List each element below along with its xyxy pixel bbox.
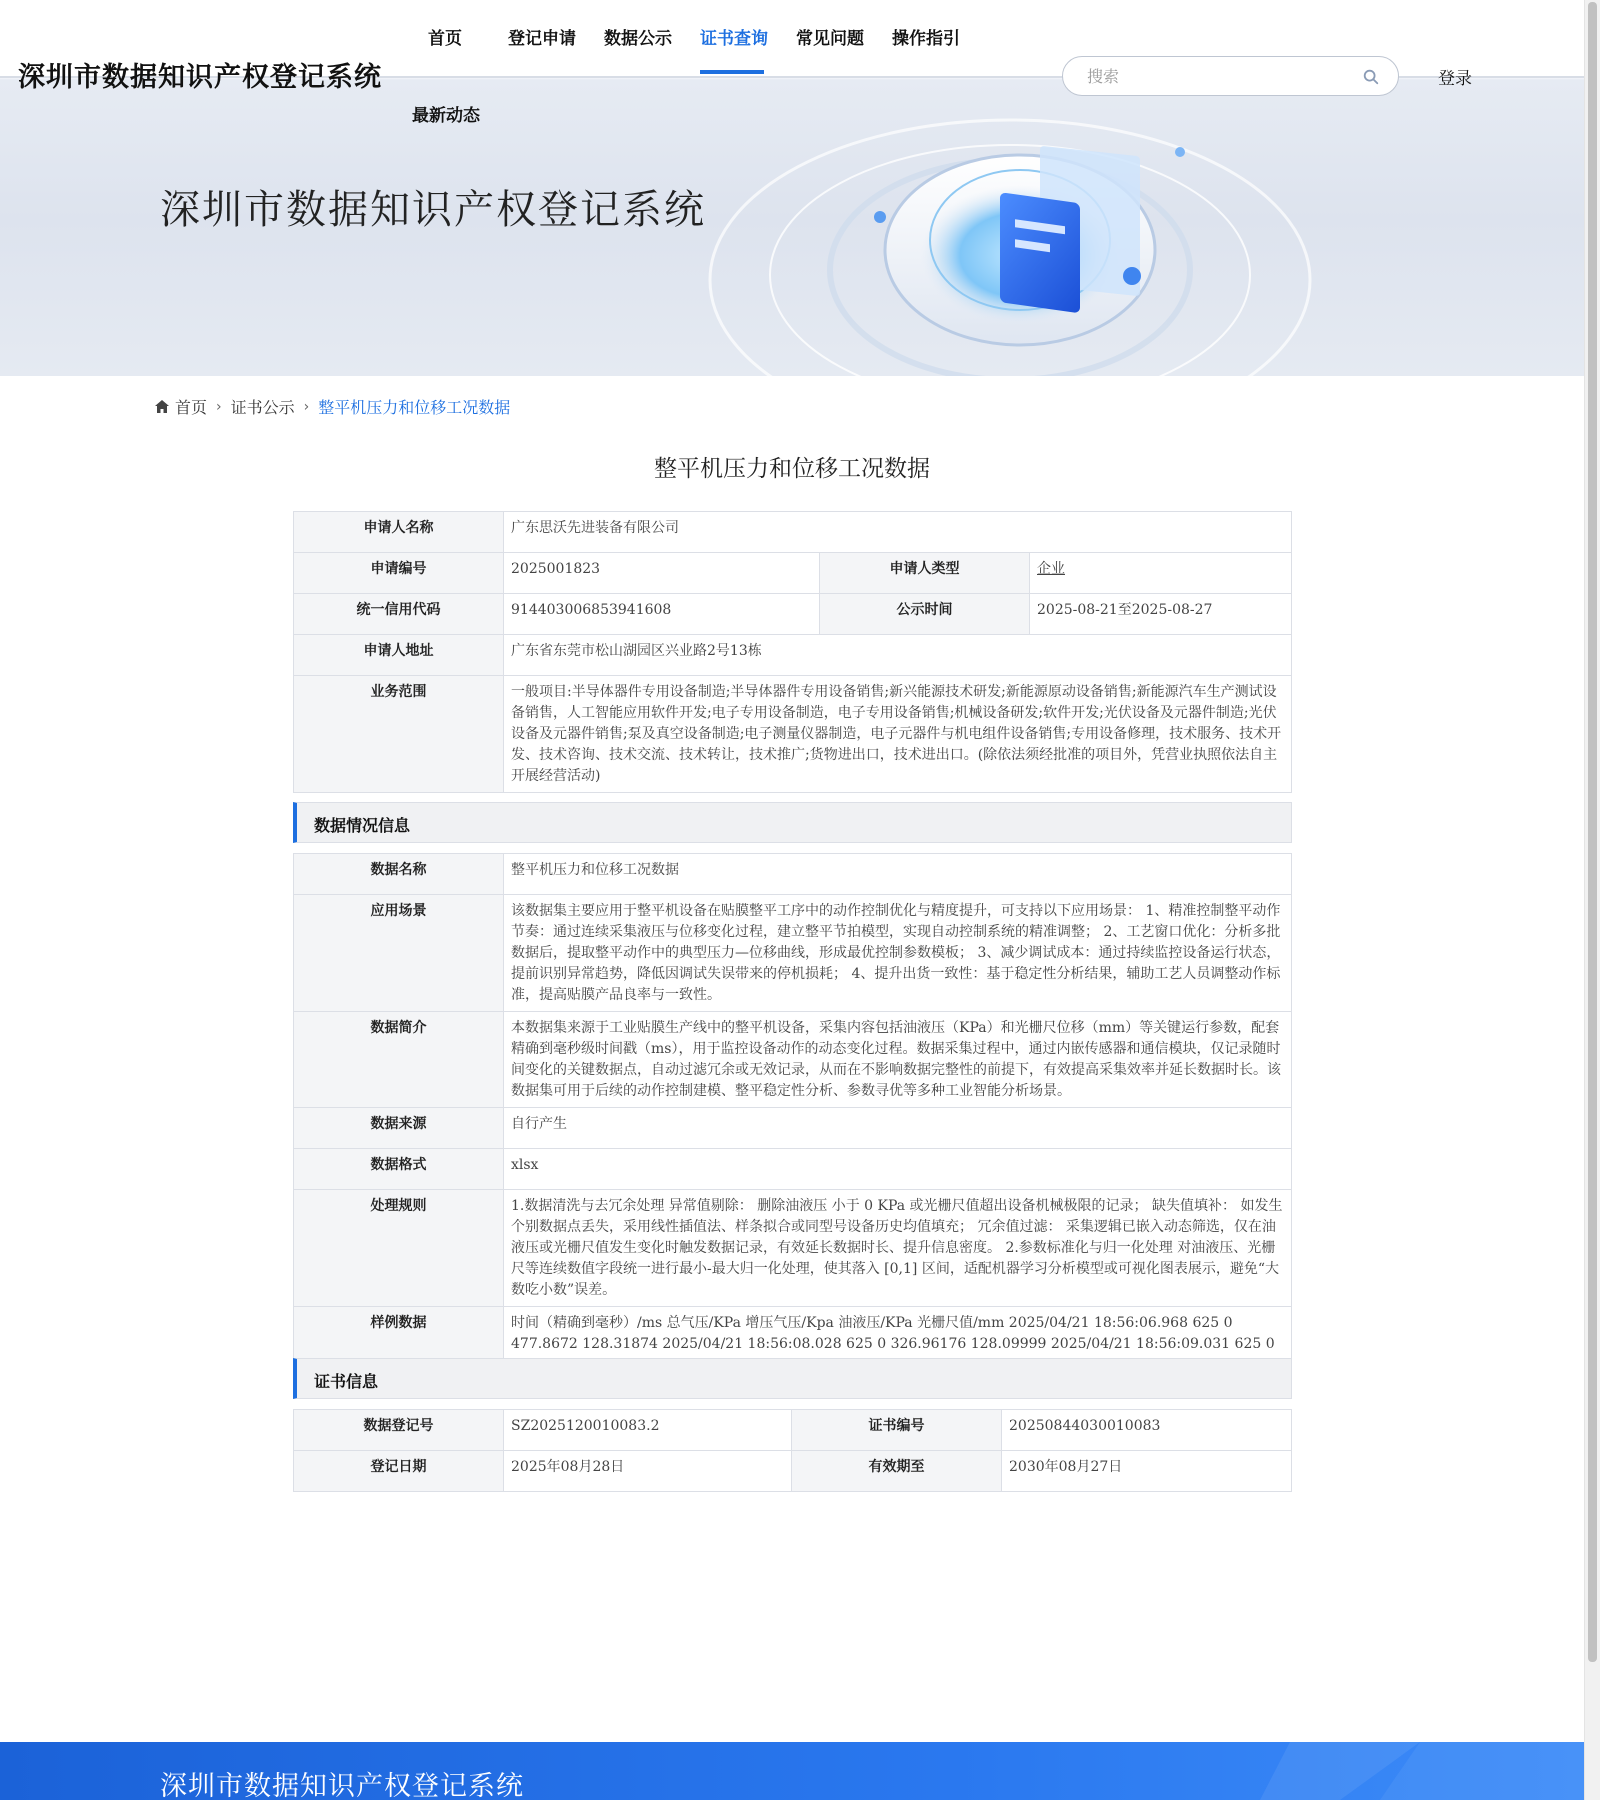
field-label: 业务范围 xyxy=(294,676,504,793)
data-source: 自行产生 xyxy=(504,1108,1292,1149)
certificate-no: 20250844030010083 xyxy=(1002,1410,1292,1451)
field-label: 有效期至 xyxy=(792,1451,1002,1492)
applicant-type-cell xyxy=(1030,553,1292,594)
field-label: 应用场景 xyxy=(294,895,504,1012)
field-label: 数据登记号 xyxy=(294,1410,504,1451)
nav-data-publicity[interactable]: 数据公示 xyxy=(604,29,672,49)
field-label: 样例数据 xyxy=(294,1307,504,1382)
breadcrumb-section[interactable]: 证书公示 xyxy=(230,398,295,417)
table-row xyxy=(294,1108,1292,1149)
nav-news[interactable]: 最新动态 xyxy=(412,106,480,126)
nav-home[interactable]: 首页 xyxy=(428,29,462,49)
table-row xyxy=(294,594,1292,635)
nav-active-indicator xyxy=(700,70,764,74)
data-table xyxy=(293,853,1292,1382)
table-row xyxy=(294,1410,1292,1451)
table-row xyxy=(294,1149,1292,1190)
applicant-address: 广东省东莞市松山湖园区兴业路2号13栋 xyxy=(504,635,1292,676)
field-label: 数据来源 xyxy=(294,1108,504,1149)
field-label: 证书编号 xyxy=(792,1410,1002,1451)
site-footer xyxy=(0,1742,1584,1800)
registration-no: SZ2025120010083.2 xyxy=(504,1410,792,1451)
nav-guide[interactable]: 操作指引 xyxy=(892,29,960,49)
field-label: 申请人类型 xyxy=(820,553,1030,594)
search-icon[interactable] xyxy=(1362,68,1380,86)
table-row xyxy=(294,553,1292,594)
table-row xyxy=(294,1190,1292,1307)
home-icon[interactable] xyxy=(155,400,169,413)
cert-section-heading: 证书信息 xyxy=(293,1358,1292,1399)
data-intro: 本数据集来源于工业贴膜生产线中的整平机设备，采集内容包括油液压（KPa）和光栅尺位移（mm）等关键运行参数，配套精确到毫秒级时间戳（ms），用于监控设备动作的动态变化过程。数据采集过程中，通过内嵌传感器和通信模块，仅记录随时间变化的关键数据点，自动过滤冗余或无效记录，从而在不影响数据完整性的前提下，有效提高采集效率并延长数据时长。该数据集可用于后续的动作控制建模、整平稳定性分析、参数寻优等多种工业智能分析场景。 xyxy=(504,1012,1292,1108)
field-label: 公示时间 xyxy=(820,594,1030,635)
processing-rules: 1.数据清洗与去冗余处理 异常值剔除： 删除油液压 小于 0 KPa 或光栅尺值超出设备机械极限的记录； 缺失值填补： 如发生个别数据点丢失，采用线性插值法、样条拟合或同型号设备历史均值填充； 冗余值过滤： 采集逻辑已嵌入动态筛选，仅在油液压或光栅尺值发生变化时触发数据记录，有效延长数据时长、提升信息密度。 2.参数标准化与归一化处理 对油液压、光栅尺等连续数值字段统一进行最小-最大归一化处理，使其落入 [0,1] 区间，适配机器学习分析模型或可视化图表展示，避免“大数吃小数”误差。 xyxy=(504,1190,1292,1307)
business-scope: 一般项目:半导体器件专用设备制造;半导体器件专用设备销售;新兴能源技术研发;新能源原动设备销售;新能源汽车生产测试设备销售，人工智能应用软件开发;电子专用设备制造，电子专用设备销售;机械设备研发;软件开发;光伏设备及元器件制造;光伏设备及元器件销售;泵及真空设备制造;电子测量仪器制造，电子元器件与机电组件设备销售;专用设备修理，技术服务、技术开发、技术咨询、技术交流、技术转让，技术推广;货物进出口，技术进出口。(除依法须经批准的项目外，凭营业执照依法自主开展经营活动) xyxy=(504,676,1292,793)
site-header xyxy=(0,0,1584,376)
applicant-type-link[interactable]: 企业 xyxy=(1037,561,1065,577)
page-scrollbar[interactable] xyxy=(1584,0,1600,1800)
applicant-info xyxy=(293,511,1292,793)
field-label: 申请人地址 xyxy=(294,635,504,676)
footer-title: 深圳市数据知识产权登记系统 xyxy=(160,1771,524,1800)
application-no: 2025001823 xyxy=(504,553,820,594)
field-label: 申请人名称 xyxy=(294,512,504,553)
hero-title: 深圳市数据知识产权登记系统 xyxy=(160,187,706,233)
search-input[interactable] xyxy=(1087,65,1347,87)
data-name-value: 整平机压力和位移工况数据 xyxy=(504,854,1292,895)
table-row xyxy=(294,676,1292,793)
sample-data: 时间（精确到毫秒）/ms 总气压/KPa 增压气压/Kpa 油液压/KPa 光栅尺值/mm 2025/04/21 18:56:06.968 625 0 477.8672 128.31874 2025/04/21 18:56:08.028 625 0 326.96176 128.09999 2025/04/21 18:56:09.031 625 0 xyxy=(504,1307,1292,1382)
search-box xyxy=(1062,56,1399,96)
field-label: 处理规则 xyxy=(294,1190,504,1307)
scrollbar-thumb[interactable] xyxy=(1588,2,1597,1662)
nav-cert-query[interactable]: 证书查询 xyxy=(700,29,768,49)
site-title: 深圳市数据知识产权登记系统 xyxy=(18,62,382,93)
nav-faq[interactable]: 常见问题 xyxy=(796,29,864,49)
field-label: 统一信用代码 xyxy=(294,594,504,635)
table-row xyxy=(294,1451,1292,1492)
applicant-name: 广东思沃先进装备有限公司 xyxy=(504,512,1292,553)
login-link[interactable]: 登录 xyxy=(1438,69,1472,89)
valid-until: 2030年08月27日 xyxy=(1002,1451,1292,1492)
cert-info xyxy=(293,1409,1292,1492)
breadcrumb-current: 整平机压力和位移工况数据 xyxy=(318,398,511,417)
table-row xyxy=(294,854,1292,895)
field-label: 数据名称 xyxy=(294,854,504,895)
breadcrumb-home[interactable]: 首页 xyxy=(175,398,208,417)
page-title: 整平机压力和位移工况数据 xyxy=(654,456,930,482)
table-row xyxy=(294,895,1292,1012)
cert-table xyxy=(293,1409,1292,1492)
hero-illustration xyxy=(700,80,1584,376)
field-label: 数据格式 xyxy=(294,1149,504,1190)
table-row xyxy=(294,512,1292,553)
chevron-right-icon: › xyxy=(216,398,222,415)
publicity-period: 2025-08-21至2025-08-27 xyxy=(1030,594,1292,635)
field-label: 登记日期 xyxy=(294,1451,504,1492)
data-info xyxy=(293,853,1292,1382)
chevron-right-icon: › xyxy=(303,398,310,415)
field-label: 申请编号 xyxy=(294,553,504,594)
breadcrumb xyxy=(155,395,510,418)
table-row xyxy=(294,635,1292,676)
data-format: xlsx xyxy=(504,1149,1292,1190)
registration-date: 2025年08月28日 xyxy=(504,1451,792,1492)
data-section-heading: 数据情况信息 xyxy=(293,802,1292,843)
applicant-table xyxy=(293,511,1292,793)
field-label: 数据简介 xyxy=(294,1012,504,1108)
nav-register-apply[interactable]: 登记申请 xyxy=(508,29,576,49)
credit-code: 914403006853941608 xyxy=(504,594,820,635)
table-row xyxy=(294,1012,1292,1108)
application-scene: 该数据集主要应用于整平机设备在贴膜整平工序中的动作控制优化与精度提升，可支持以下应用场景： 1、精准控制整平动作节奏：通过连续采集液压与位移变化过程，建立整平节拍模型，实现自动控制系统的精准调整； 2、工艺窗口优化：分析多批数据后，提取整平动作中的典型压力—位移曲线，形成最优控制参数模板； 3、减少调试成本：通过持续监控设备运行状态，提前识别异常趋势，降低因调试失误带来的停机损耗； 4、提升出货一致性：基于稳定性分析结果，辅助工艺人员调整动作标准，提高贴膜产品良率与一致性。 xyxy=(504,895,1292,1012)
